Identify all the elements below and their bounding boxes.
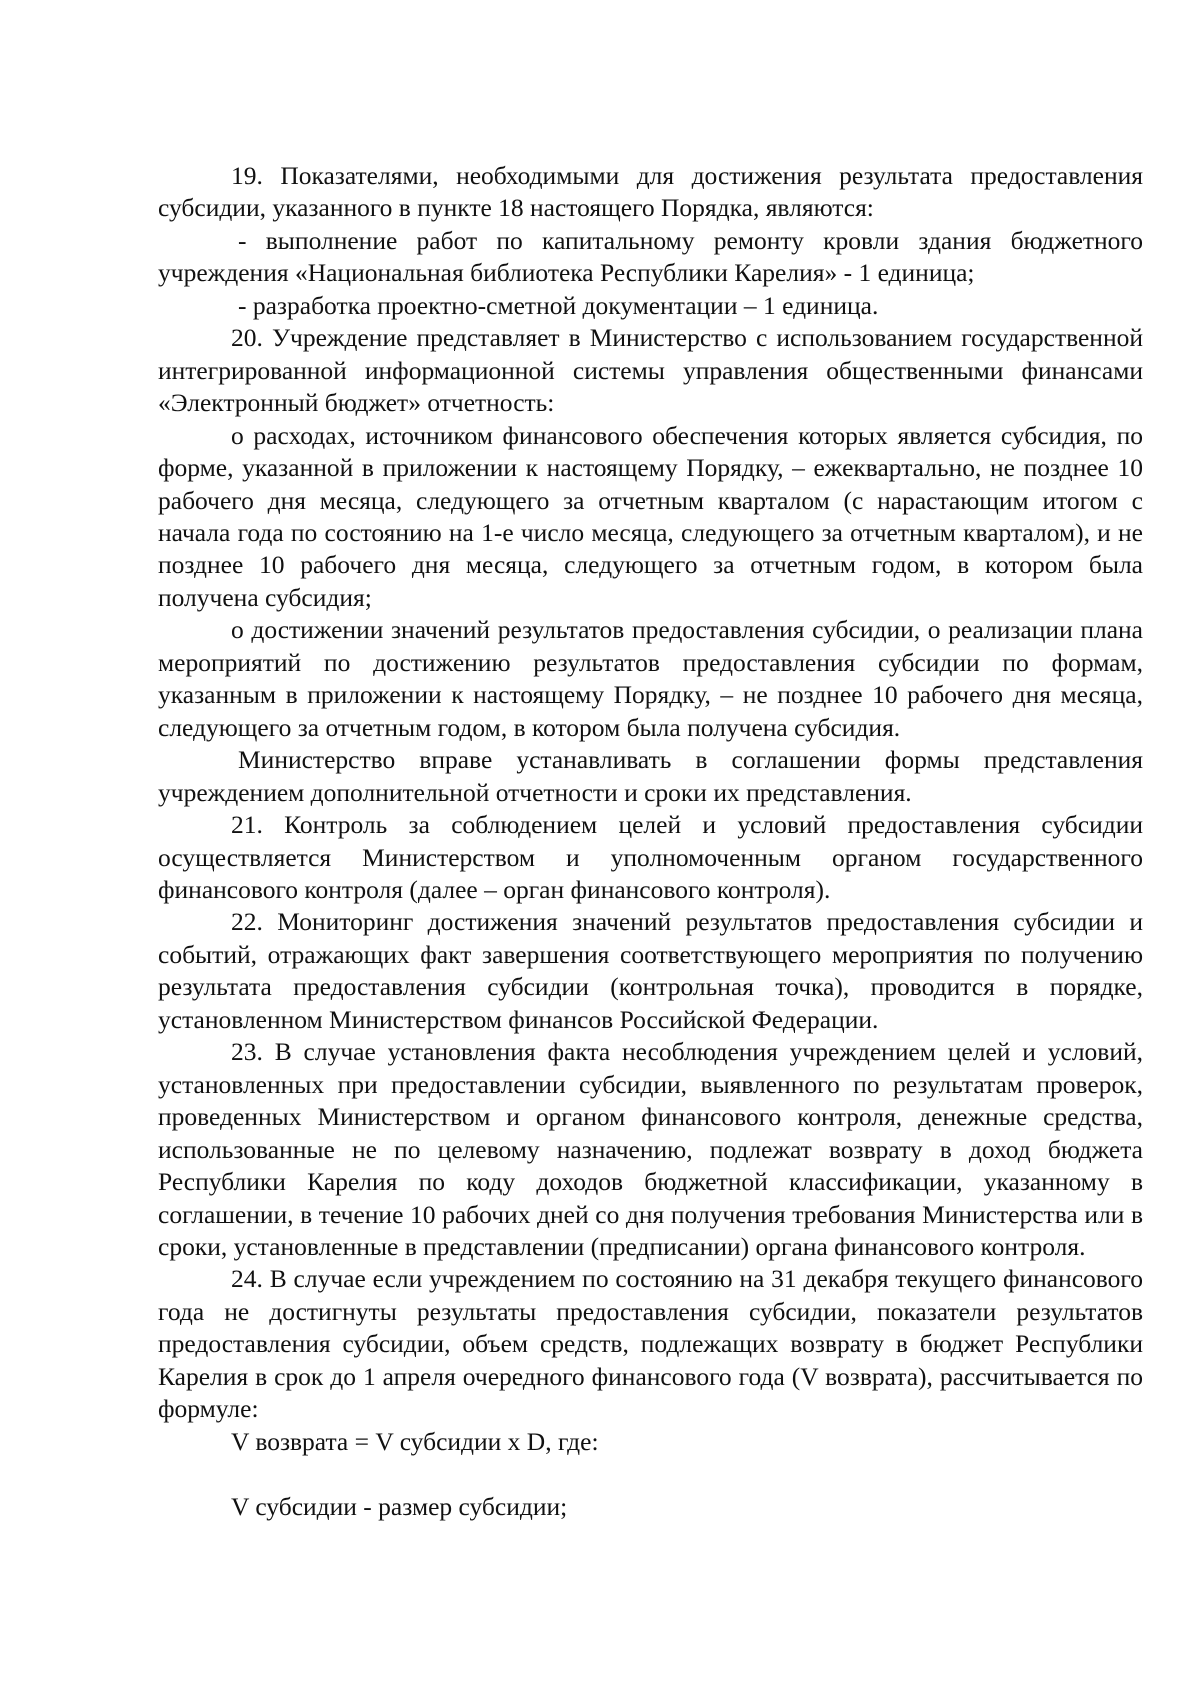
paragraph-19-item-2: - разработка проектно-сметной документации – 1 единица. [238,290,879,320]
definition-line: V субсидии - размер субсидии; [231,1491,568,1521]
paragraph-19: 19. Показателями, необходимыми для достижения результата предоставления субсидии, указанного в пункте 18 настоящего Порядка, являются: [158,161,1143,223]
paragraph-20-extra: Министерство вправе устанавливать в соглашении формы представления учреждением дополнительной отчетности и сроки их представления. [158,745,1143,807]
paragraph-22: 22. Мониторинг достижения значений результатов предоставления субсидии и событий, отражающих факт завершения соответствующего мероприятия по получению результата предоставления субсидии (контрольная точка), проводится в порядке, установленном Министерством финансов Российской Федерации. [158,907,1143,1034]
paragraph-20-item-1: о расходах, источником финансового обеспечения которых является субсидия, по форме, указанной в приложении к настоящему Порядку, – ежеквартально, не позднее 10 рабочего дня месяца, следующего за отчетным кварталом (с нарастающим итогом с начала года по состоянию на 1-е число месяца, следующего за отчетным кварталом), и не позднее 10 рабочего дня месяца, следующего за отчетным годом, в котором была получена субсидия; [158,420,1143,612]
blank-line [158,1458,1143,1490]
paragraph-21: 21. Контроль за соблюдением целей и условий предоставления субсидии осуществляется Министерством и уполномоченным органом государственного финансового контроля (далее – орган финансового контроля). [158,810,1143,904]
paragraph-23: 23. В случае установления факта несоблюдения учреждением целей и условий, установленных при предоставлении субсидии, выявленного по результатам проверок, проведенных Министерством и органом финансового контроля, денежные средства, использованные не по целевому назначению, подлежат возврату в доход бюджета Республики Карелия по коду доходов бюджетной классификации, указанному в соглашении, в течение 10 рабочих дней со дня получения требования Министерства или в сроки, установленные в представлении (предписании) органа финансового контроля. [158,1037,1143,1261]
formula-line: V возврата = V субсидии x D, где: [231,1426,599,1456]
paragraph-20-item-2: о достижении значений результатов предоставления субсидии, о реализации плана мероприятий по достижению результатов предоставления субсидии по формам, указанным в приложении к настоящему Порядку, – не позднее 10 рабочего дня месяца, следующего за отчетным годом, в котором была получена субсидия. [158,615,1143,742]
paragraph-19-item-1: - выполнение работ по капитальному ремонту кровли здания бюджетного учреждения «Национальная библиотека Республики Карелия» - 1 единица; [158,225,1143,288]
document-body [158,160,1143,1523]
paragraph-24: 24. В случае если учреждением по состоянию на 31 декабря текущего финансового года не достигнуты результаты предоставления субсидии, показатели результатов предоставления субсидии, объем средств, подлежащих возврату в бюджет Республики Карелия в срок до 1 апреля очередного финансового года (V возврата), рассчитывается по формуле: [158,1264,1143,1424]
paragraph-20: 20. Учреждение представляет в Министерство с использованием государственной интегрированной информационной системы управления общественными финансами «Электронный бюджет» отчетность: [158,323,1143,418]
